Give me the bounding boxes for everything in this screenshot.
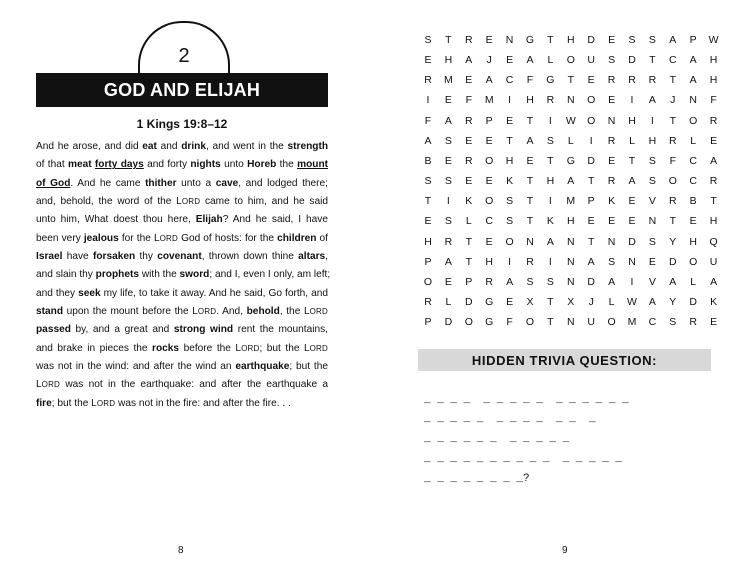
grid-letter[interactable]: I (548, 195, 552, 208)
grid-letter[interactable]: H (505, 154, 514, 167)
grid-letter[interactable]: S (546, 275, 554, 288)
grid-letter[interactable]: S (648, 34, 656, 46)
grid-letter[interactable]: R (485, 275, 493, 288)
grid-letter[interactable]: O (587, 114, 596, 127)
grid-letter[interactable]: U (587, 316, 595, 329)
grid-letter[interactable]: O (587, 94, 596, 107)
grid-letter[interactable]: A (628, 175, 636, 188)
grid-letter[interactable]: T (445, 34, 452, 46)
grid-letter[interactable]: E (485, 175, 493, 188)
grid-letter[interactable]: I (508, 94, 512, 107)
grid-letter[interactable]: E (444, 154, 452, 167)
grid-letter[interactable]: X (526, 295, 534, 308)
grid-letter[interactable]: H (628, 114, 636, 127)
grid-letter[interactable]: I (630, 275, 634, 288)
grid-letter[interactable]: I (508, 255, 512, 268)
grid-letter[interactable]: H (709, 215, 718, 228)
grid-letter[interactable]: D (628, 54, 636, 67)
grid-letter[interactable]: E (506, 114, 514, 127)
grid-letter[interactable]: E (608, 34, 616, 46)
grid-letter[interactable]: T (526, 175, 534, 188)
grid-letter[interactable]: A (526, 54, 534, 67)
grid-letter[interactable]: C (689, 175, 697, 188)
grid-letter[interactable]: O (668, 175, 677, 188)
grid-letter[interactable]: S (444, 215, 452, 228)
grid-letter[interactable]: T (465, 235, 472, 248)
grid-letter[interactable]: G (525, 34, 535, 46)
grid-letter[interactable]: R (526, 255, 534, 268)
grid-letter[interactable]: S (648, 175, 656, 188)
grid-letter[interactable]: S (424, 34, 432, 46)
grid-letter[interactable]: A (648, 94, 656, 107)
grid-letter[interactable]: Y (669, 295, 677, 308)
answer-blank-line[interactable]: _ _ _ _ _ _ _ _? (424, 473, 530, 485)
grid-letter[interactable]: D (444, 316, 453, 329)
page-title: GOD AND ELIJAH (103, 79, 261, 100)
grid-letter[interactable]: P (424, 255, 432, 268)
grid-letter[interactable]: K (608, 195, 616, 208)
grid-letter[interactable]: N (628, 255, 636, 268)
grid-letter[interactable]: S (648, 154, 656, 167)
grid-letter[interactable]: R (424, 74, 432, 87)
grid-letter[interactable]: X (567, 295, 575, 308)
grid-letter[interactable]: S (444, 134, 452, 147)
grid-letter[interactable]: F (710, 94, 717, 107)
grid-letter[interactable]: F (424, 114, 432, 127)
grid-letter[interactable]: J (588, 295, 594, 308)
grid-letter[interactable]: T (587, 235, 595, 248)
grid-letter[interactable]: S (506, 195, 514, 208)
grid-letter[interactable]: R (607, 134, 616, 147)
grid-letter[interactable]: E (628, 195, 636, 208)
grid-letter[interactable]: E (485, 34, 493, 46)
page-number-left: 8 (178, 545, 184, 556)
grid-letter[interactable]: E (424, 54, 432, 67)
grid-letter[interactable]: A (689, 74, 697, 87)
grid-letter[interactable]: S (546, 134, 554, 147)
grid-letter[interactable]: N (567, 94, 575, 107)
grid-letter[interactable]: S (608, 255, 616, 268)
grid-letter[interactable]: I (548, 255, 552, 268)
grid-letter[interactable]: I (650, 114, 654, 127)
scripture-reference: 1 Kings 19:8–12 (136, 117, 228, 131)
grid-letter[interactable]: J (670, 94, 676, 107)
grid-letter[interactable]: T (669, 114, 676, 127)
grid-letter[interactable]: F (506, 316, 513, 329)
grid-letter[interactable]: A (710, 275, 718, 288)
grid-letter[interactable]: B (689, 195, 697, 208)
grid-letter[interactable]: M (566, 195, 576, 208)
grid-letter[interactable]: O (689, 114, 698, 127)
grid-letter[interactable]: A (669, 275, 677, 288)
grid-letter[interactable]: A (669, 34, 677, 46)
grid-letter[interactable]: N (505, 34, 514, 46)
grid-letter[interactable]: W (627, 295, 637, 308)
grid-letter[interactable]: T (547, 295, 554, 308)
grid-letter[interactable]: H (526, 94, 534, 107)
grid-letter[interactable]: E (608, 94, 616, 107)
grid-letter[interactable]: O (566, 54, 575, 67)
grid-letter[interactable]: A (506, 275, 514, 288)
grid-letter[interactable]: C (485, 215, 493, 228)
page-number-right: 9 (562, 545, 568, 556)
grid-letter[interactable]: C (689, 154, 697, 167)
grid-letter[interactable]: E (424, 215, 432, 228)
grid-letter[interactable]: O (485, 195, 494, 208)
grid-letter[interactable]: I (446, 195, 450, 208)
grid-letter[interactable]: T (424, 195, 432, 208)
grid-letter[interactable]: O (423, 275, 433, 288)
grid-letter[interactable]: S (669, 316, 677, 329)
grid-letter[interactable]: E (506, 295, 514, 308)
grid-letter[interactable]: M (444, 74, 453, 87)
grid-letter[interactable]: T (669, 74, 676, 87)
grid-letter[interactable]: E (444, 275, 452, 288)
grid-letter[interactable]: T (526, 215, 534, 228)
grid-letter[interactable]: V (648, 195, 656, 208)
grid-letter[interactable]: E (628, 215, 636, 228)
grid-letter[interactable]: E (608, 154, 616, 167)
grid-letter[interactable]: L (465, 215, 472, 228)
grid-letter[interactable]: E (587, 215, 595, 228)
grid-letter[interactable]: T (567, 74, 574, 87)
grid-letter[interactable]: S (526, 275, 534, 288)
title-bar (36, 73, 328, 107)
grid-letter[interactable]: R (607, 175, 616, 188)
grid-letter[interactable]: P (689, 34, 697, 46)
grid-letter[interactable]: N (567, 255, 575, 268)
grid-letter[interactable]: E (465, 74, 473, 87)
grid-letter[interactable]: M (627, 316, 637, 329)
grid-letter[interactable]: F (465, 94, 472, 107)
grid-letter[interactable]: D (587, 275, 595, 288)
grid-letter[interactable]: A (546, 235, 554, 248)
grid-letter[interactable]: W (565, 114, 576, 127)
grid-letter[interactable]: S (444, 175, 452, 188)
grid-letter[interactable]: R (669, 134, 677, 147)
grid-letter[interactable]: M (484, 94, 494, 107)
grid-letter[interactable]: A (689, 54, 697, 67)
right-page (373, 0, 747, 576)
grid-letter[interactable]: T (506, 134, 513, 147)
grid-letter[interactable]: G (546, 74, 555, 87)
grid-letter[interactable]: H (444, 54, 453, 67)
grid-letter[interactable]: N (567, 275, 575, 288)
grid-letter[interactable]: I (548, 114, 552, 127)
grid-letter[interactable]: Q (709, 235, 718, 248)
grid-letter[interactable]: R (465, 154, 473, 167)
grid-letter[interactable]: E (608, 215, 616, 228)
grid-letter[interactable]: D (587, 34, 595, 46)
answer-blank-line[interactable]: _ _ _ _ _ _ _ _ _ _ _ _ _ _ _ (424, 453, 623, 465)
grid-letter[interactable]: T (547, 316, 554, 329)
grid-letter[interactable]: B (424, 154, 432, 167)
grid-letter[interactable]: D (587, 154, 595, 167)
grid-letter[interactable]: H (424, 235, 432, 248)
grid-letter[interactable]: T (587, 175, 595, 188)
grid-letter[interactable]: H (709, 74, 718, 87)
grid-letter[interactable]: H (567, 34, 575, 46)
grid-letter[interactable]: H (689, 235, 697, 248)
grid-letter[interactable]: N (526, 235, 534, 248)
grid-letter[interactable]: I (630, 94, 634, 107)
grid-letter[interactable]: R (628, 74, 636, 87)
grid-letter[interactable]: N (567, 316, 575, 329)
grid-letter[interactable]: E (710, 134, 718, 147)
grid-letter[interactable]: T (710, 195, 717, 208)
scripture-passage: And he arose, and did eat and drink, and went in the strength of that meat forty days and forty nights unto Horeb the mount of God. And he came thither unto a cave, and lodged there; and, behold, the word of the LORD came to him, and he said unto him, What doest thou here, Elijah? And he said, I have been very jealous for the LORD God of hosts: for the children of Israel have forsaken thy covenant, thrown down thine altars, and slain thy prophets with the sword; and I, even I only, am left; and they seek my life, to take it away. And he said, Go forth, and stand upon the mount before the LORD. And, behold, the LORD passed by, and a great and strong wind rent the mountains, and brake in pieces the rocks before the LORD; but the LORD was not in the wind: and after the wind an earthquake; but the LORD was not in the earthquake: and after the earthquake a fire; but the LORD was not in the fire: and after the fire. . . (36, 141, 331, 409)
grid-letter[interactable]: K (710, 295, 718, 308)
grid-letter[interactable]: E (689, 215, 697, 228)
grid-letter[interactable]: N (648, 215, 657, 228)
grid-letter[interactable]: C (505, 74, 514, 87)
grid-letter[interactable]: R (689, 316, 697, 329)
grid-letter[interactable]: K (465, 195, 473, 208)
grid-letter[interactable]: V (648, 275, 656, 288)
grid-letter[interactable]: R (546, 94, 555, 107)
left-page (0, 0, 373, 576)
grid-letter[interactable]: L (567, 134, 574, 147)
grid-letter[interactable]: H (485, 255, 493, 268)
grid-letter[interactable]: L (608, 295, 615, 308)
grid-letter[interactable]: R (709, 114, 718, 127)
grid-letter[interactable]: S (506, 215, 514, 228)
grid-letter[interactable]: A (444, 114, 452, 127)
grid-letter[interactable]: O (525, 316, 535, 329)
grid-letter[interactable]: F (669, 154, 676, 167)
grid-letter[interactable]: S (608, 54, 616, 67)
grid-letter[interactable]: T (669, 215, 676, 228)
grid-letter[interactable]: A (444, 255, 452, 268)
grid-letter[interactable]: O (607, 316, 616, 329)
grid-letter[interactable]: H (709, 54, 718, 67)
grid-letter[interactable]: R (648, 74, 657, 87)
grid-letter[interactable]: A (465, 54, 473, 67)
grid-letter[interactable]: R (669, 195, 677, 208)
grid-letter[interactable]: E (710, 316, 718, 329)
grid-letter[interactable]: E (465, 175, 473, 188)
grid-letter[interactable]: G (485, 316, 494, 329)
grid-letter[interactable]: U (709, 255, 718, 268)
grid-letter[interactable]: J (486, 54, 492, 67)
grid-letter[interactable]: W (708, 34, 719, 46)
grid-letter[interactable]: S (424, 175, 432, 188)
grid-letter[interactable]: I (589, 134, 593, 147)
grid-letter[interactable]: I (426, 94, 430, 107)
answer-blank-line[interactable]: _ _ _ _ _ _ _ _ _ _ _ _ _ _ _ (424, 394, 629, 406)
answer-blank-line[interactable]: _ _ _ _ _ _ _ _ _ _ _ _ (424, 413, 596, 425)
grid-letter[interactable]: H (546, 175, 555, 188)
grid-letter[interactable]: R (709, 175, 718, 188)
grid-letter[interactable]: R (444, 235, 453, 248)
hidden-trivia-label: HIDDEN TRIVIA QUESTION: (471, 352, 658, 368)
grid-letter[interactable]: A (567, 175, 575, 188)
grid-letter[interactable]: L (445, 295, 452, 308)
grid-letter[interactable]: S (628, 34, 636, 46)
grid-letter[interactable]: P (587, 195, 595, 208)
grid-letter[interactable]: D (689, 295, 697, 308)
grid-letter[interactable]: F (526, 74, 534, 87)
chapter-number: 2 (178, 45, 190, 67)
grid-letter[interactable]: E (485, 134, 493, 147)
grid-letter[interactable]: O (485, 154, 494, 167)
grid-letter[interactable]: S (648, 235, 656, 248)
grid-letter[interactable]: E (485, 235, 493, 248)
grid-letter[interactable]: K (506, 175, 514, 188)
grid-letter[interactable]: T (526, 195, 534, 208)
grid-letter[interactable]: E (526, 154, 534, 167)
grid-letter[interactable]: R (465, 34, 473, 46)
grid-letter[interactable]: T (649, 54, 656, 67)
grid-letter[interactable]: N (607, 114, 616, 127)
grid-letter[interactable]: R (607, 74, 616, 87)
grid-letter[interactable]: H (648, 134, 657, 147)
grid-letter[interactable]: A (587, 255, 595, 268)
grid-letter[interactable]: O (464, 316, 473, 329)
grid-letter[interactable]: N (607, 235, 616, 248)
grid-letter[interactable]: U (587, 54, 595, 67)
grid-letter[interactable]: T (465, 255, 472, 268)
grid-letter[interactable]: P (465, 275, 473, 288)
grid-letter[interactable]: A (648, 295, 656, 308)
grid-letter[interactable]: E (465, 134, 473, 147)
grid-letter[interactable]: E (587, 74, 595, 87)
grid-letter[interactable]: T (547, 154, 554, 167)
grid-letter[interactable]: R (465, 114, 473, 127)
grid-letter[interactable]: E (444, 94, 452, 107)
grid-letter[interactable]: N (689, 94, 697, 107)
grid-letter[interactable]: E (506, 54, 514, 67)
grid-letter[interactable]: C (648, 316, 657, 329)
grid-letter[interactable]: T (628, 154, 636, 167)
grid-letter[interactable]: L (690, 275, 697, 288)
grid-letter[interactable]: O (689, 255, 698, 268)
grid-letter[interactable]: R (424, 295, 432, 308)
grid-letter[interactable]: A (710, 154, 718, 167)
grid-letter[interactable]: E (648, 255, 656, 268)
grid-letter[interactable]: T (547, 34, 554, 46)
grid-letter[interactable]: K (546, 215, 554, 228)
grid-letter[interactable]: G (485, 295, 494, 308)
grid-letter[interactable]: L (547, 54, 554, 67)
grid-letter[interactable]: P (424, 316, 432, 329)
grid-letter[interactable]: L (629, 134, 635, 147)
hidden-trivia-bar (418, 349, 711, 371)
grid-letter[interactable]: D (669, 255, 677, 268)
grid-letter[interactable]: D (628, 235, 636, 248)
grid-letter[interactable]: D (465, 295, 473, 308)
grid-letter[interactable]: T (526, 114, 534, 127)
grid-letter[interactable]: A (424, 134, 432, 147)
grid-letter[interactable]: L (690, 134, 697, 147)
grid-letter[interactable]: N (567, 235, 575, 248)
answer-blank-line[interactable]: _ _ _ _ _ _ _ _ _ _ _ (424, 433, 570, 445)
grid-letter[interactable]: A (485, 74, 493, 87)
grid-letter[interactable]: Y (669, 235, 677, 248)
grid-letter[interactable]: P (485, 114, 493, 127)
grid-letter[interactable]: C (669, 54, 677, 67)
grid-letter[interactable]: A (608, 275, 616, 288)
grid-letter[interactable]: A (526, 134, 534, 147)
grid-letter[interactable]: H (567, 215, 575, 228)
grid-letter[interactable]: O (505, 235, 514, 248)
grid-letter[interactable]: G (566, 154, 575, 167)
